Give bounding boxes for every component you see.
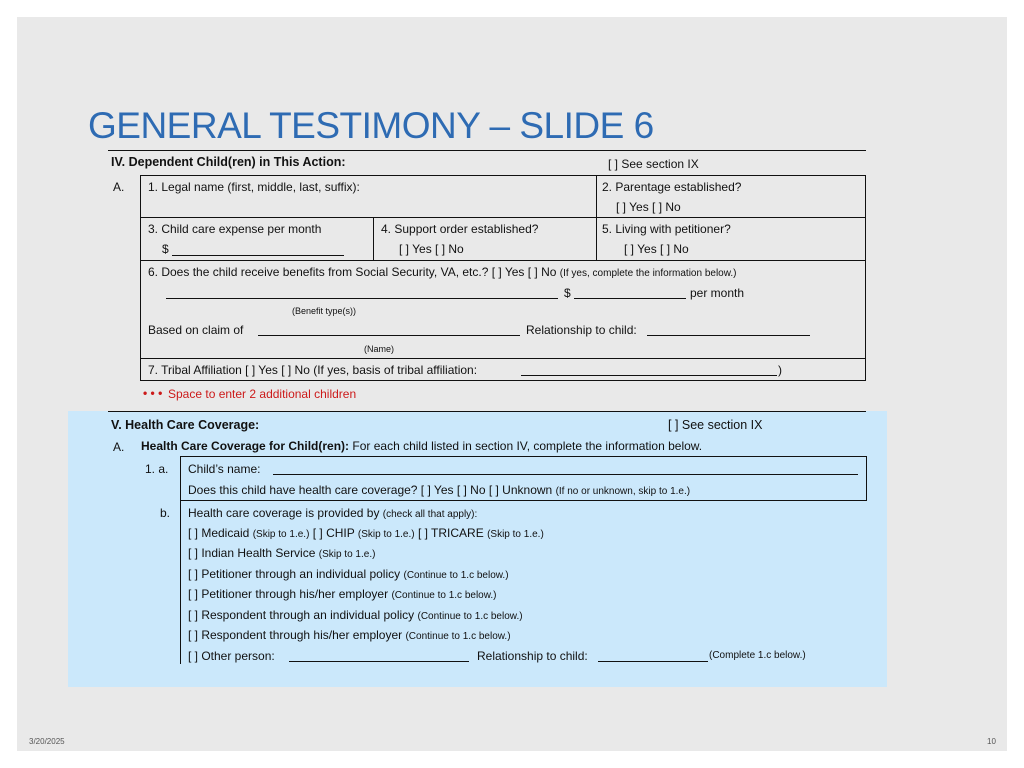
section4-see-section[interactable]: [ ] See section IX <box>608 157 699 171</box>
living-with-petitioner-options[interactable]: [ ] Yes [ ] No <box>624 242 689 256</box>
support-order-options[interactable]: [ ] Yes [ ] No <box>399 242 464 256</box>
health-care-coverage-instructions: For each child listed in section IV, complete the information below. <box>352 439 703 453</box>
indian-health-service-note: (Skip to 1.e.) <box>318 549 376 560</box>
section5-box-right <box>866 456 867 501</box>
tribal-affiliation-label[interactable]: 7. Tribal Affiliation [ ] Yes [ ] No (If yes, basis of tribal affiliation: <box>148 363 478 377</box>
section5-row-divider <box>180 500 867 501</box>
coverage-question-note: (If no or unknown, skip to 1.e.) <box>555 486 691 497</box>
other-person-note: (Complete 1.c below.) <box>709 650 806 661</box>
child-care-dollar-sign: $ <box>162 242 169 256</box>
section4-row3-divider <box>140 358 866 359</box>
petitioner-employer-note: (Continue to 1.c below.) <box>391 590 497 601</box>
coverage-provider-label: Health care coverage is provided by <box>188 506 380 520</box>
section4-box-left <box>140 175 141 381</box>
claim-relationship-label: Relationship to child: <box>526 323 637 337</box>
respondent-individual-checkbox[interactable]: [ ] Respondent through an individual policy <box>188 608 415 622</box>
indian-health-service-checkbox[interactable]: [ ] Indian Health Service <box>188 546 316 560</box>
medicaid-checkbox[interactable]: [ ] Medicaid <box>188 526 250 540</box>
benefit-type-caption: (Benefit type(s)) <box>292 306 357 316</box>
benefit-per-month: per month <box>690 286 745 300</box>
claim-name-field[interactable] <box>258 335 520 336</box>
benefit-dollar-sign: $ <box>564 286 571 300</box>
section4-heading: IV. Dependent Child(ren) in This Action: <box>111 155 346 169</box>
claim-name-caption: (Name) <box>364 344 395 354</box>
section5-a-line <box>141 439 702 453</box>
parentage-options[interactable]: [ ] Yes [ ] No <box>616 200 681 214</box>
option-petitioner-employer <box>188 587 497 601</box>
other-person-checkbox[interactable]: [ ] Other person: <box>188 649 275 663</box>
medicaid-note: (Skip to 1.e.) <box>252 529 310 540</box>
section5-heading: V. Health Care Coverage: <box>111 418 260 432</box>
tribal-affiliation-field[interactable] <box>521 375 777 376</box>
option-indian-health-service <box>188 546 375 560</box>
option-respondent-employer <box>188 628 511 642</box>
petitioner-employer-checkbox[interactable]: [ ] Petitioner through his/her employer <box>188 587 389 601</box>
petitioner-individual-checkbox[interactable]: [ ] Petitioner through an individual policy <box>188 567 401 581</box>
section4-letter-a: A. <box>113 180 125 194</box>
childs-name-label: Child’s name: <box>188 462 261 476</box>
section4-row2-divider <box>140 260 866 261</box>
option-petitioner-individual <box>188 567 509 581</box>
benefit-type-field[interactable] <box>166 298 558 299</box>
section4-box-bottom <box>140 380 866 381</box>
parentage-label: 2. Parentage established? <box>602 180 742 194</box>
item-1a-number: 1. a. <box>145 462 169 476</box>
section5-top-rule <box>108 411 866 412</box>
additional-children-note: Space to enter 2 additional children <box>168 387 357 401</box>
other-relationship-field[interactable] <box>598 661 708 662</box>
other-relationship-label: Relationship to child: <box>477 649 588 663</box>
section4-box-top <box>140 175 866 176</box>
section4-box-right <box>865 175 866 381</box>
section5-letter-a: A. <box>113 440 125 454</box>
option-medicaid-chip-tricare <box>188 526 544 540</box>
option-respondent-individual <box>188 608 523 622</box>
respondent-individual-note: (Continue to 1.c below.) <box>417 611 523 622</box>
section5-box-left <box>180 456 181 664</box>
benefits-question-text[interactable]: 6. Does the child receive benefits from Social Security, VA, etc.? [ ] Yes [ ] No <box>148 265 557 279</box>
section5-see-section[interactable]: [ ] See section IX <box>668 418 763 432</box>
benefit-amount-field[interactable] <box>574 298 686 299</box>
section4-col-divider-right <box>596 175 597 260</box>
petitioner-individual-note: (Continue to 1.c below.) <box>403 570 509 581</box>
slide-date: 3/20/2025 <box>29 737 65 746</box>
respondent-employer-checkbox[interactable]: [ ] Respondent through his/her employer <box>188 628 403 642</box>
item-b-letter: b. <box>160 506 171 520</box>
benefits-question <box>148 265 737 279</box>
section4-col-divider-left <box>373 217 374 260</box>
additional-children-dots: • • • <box>143 386 163 400</box>
coverage-provider-note: (check all that apply): <box>382 509 478 520</box>
living-with-petitioner-label: 5. Living with petitioner? <box>602 222 731 236</box>
coverage-question-text[interactable]: Does this child have health care coverage? [ ] Yes [ ] No [ ] Unknown <box>188 483 553 497</box>
chip-checkbox[interactable]: [ ] CHIP <box>312 526 355 540</box>
slide-title: GENERAL TESTIMONY – SLIDE 6 <box>88 105 654 146</box>
health-care-coverage-heading: Health Care Coverage for Child(ren): <box>141 439 350 453</box>
claim-relationship-field[interactable] <box>647 335 810 336</box>
child-care-expense-field[interactable] <box>172 255 344 256</box>
chip-note: (Skip to 1.e.) <box>357 529 415 540</box>
legal-name-label: 1. Legal name (first, middle, last, suffix): <box>148 180 360 194</box>
section5-box-top <box>180 456 867 457</box>
section4-row1-divider <box>140 217 866 218</box>
tribal-affiliation-close: ) <box>778 363 782 377</box>
coverage-provider-line <box>188 506 477 520</box>
tricare-checkbox[interactable]: [ ] TRICARE <box>417 526 484 540</box>
other-person-field[interactable] <box>289 661 469 662</box>
coverage-question <box>188 483 690 497</box>
benefits-question-note: (If yes, complete the information below.) <box>559 268 737 279</box>
support-order-label: 4. Support order established? <box>381 222 539 236</box>
childs-name-field[interactable] <box>273 474 858 475</box>
section4-top-rule <box>108 150 866 151</box>
respondent-employer-note: (Continue to 1.c below.) <box>405 631 511 642</box>
based-on-claim-label: Based on claim of <box>148 323 244 337</box>
slide-page-number: 10 <box>987 737 996 746</box>
tricare-note: (Skip to 1.e.) <box>487 529 544 540</box>
child-care-expense-label: 3. Child care expense per month <box>148 222 322 236</box>
